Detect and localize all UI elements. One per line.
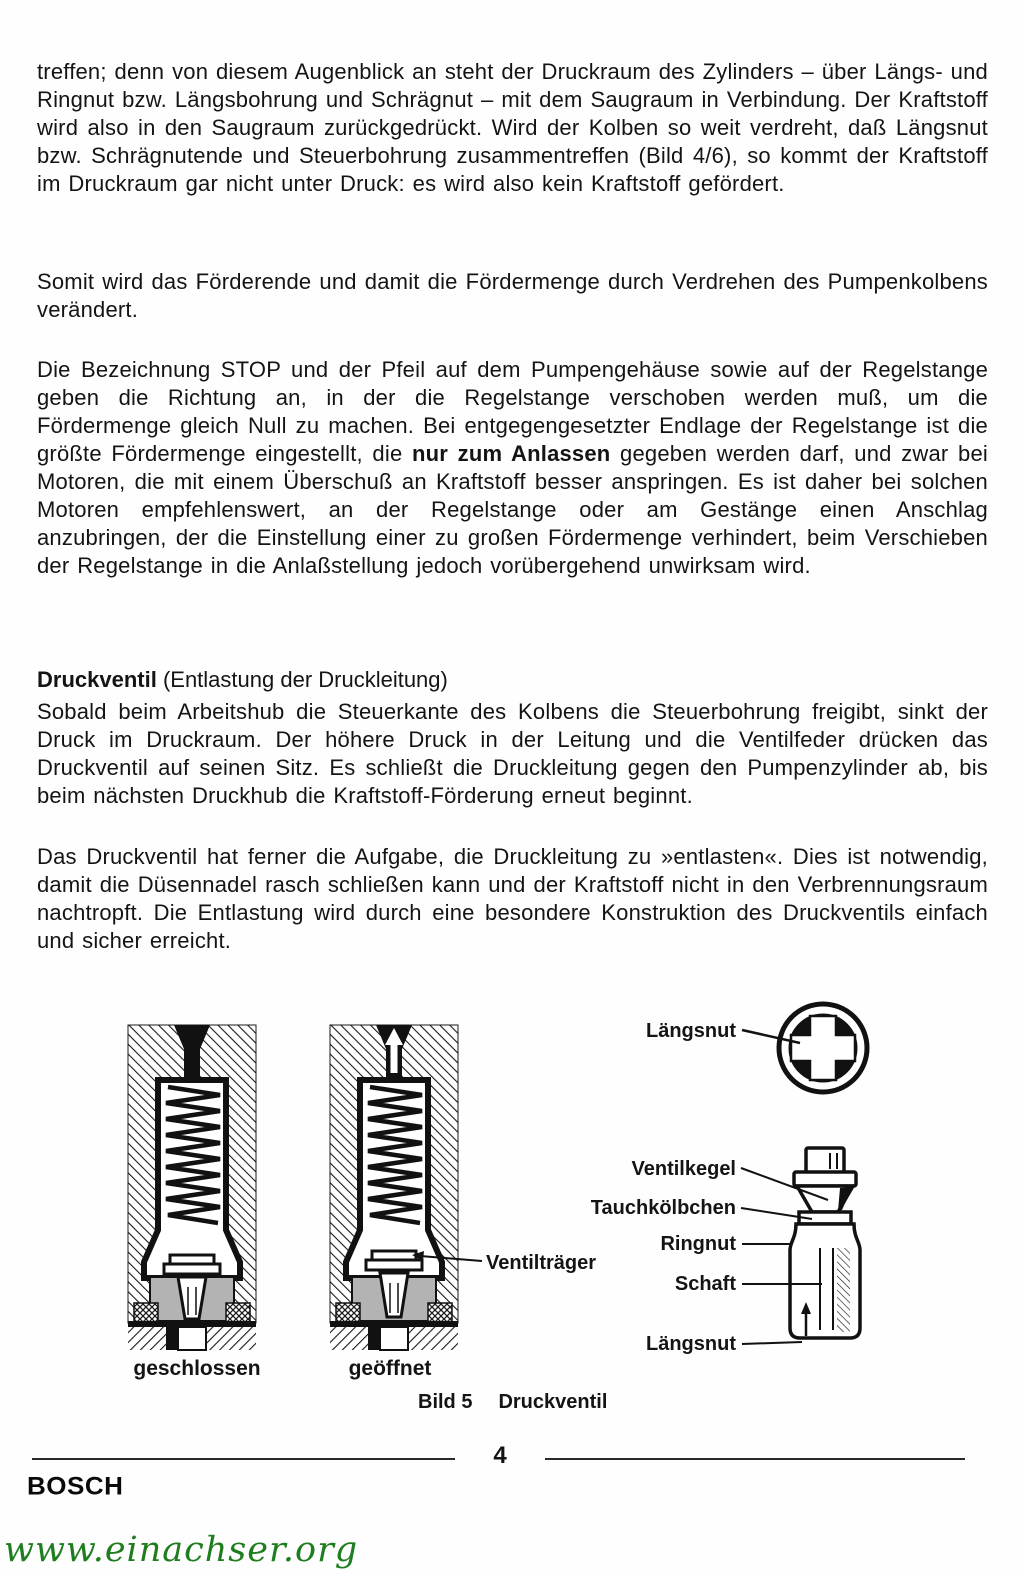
valve-side-view	[790, 1148, 860, 1338]
caption-closed: geschlossen	[133, 1357, 261, 1380]
label-ventilkegel: Ventilkegel	[631, 1158, 736, 1180]
paragraph-1: treffen; denn von diesem Augenblick an steht der Druckraum des Zylinders – über Längs- und Ringnut bzw. Längsbohrung und Schrägnut – mit dem Saugraum in Verbindung. Der Kraftstoff wird also in den Saugraum zurückgedrückt. Wird der Kolben so weit verdreht, daß Längsnut bzw. Schrägnutende und Steuerbohrung zusammentreffen (Bild 4/6), so kommt der Kraftstoff im Druckraum gar nicht unter Druck: es wird also kein Kraftstoff gefördert.	[37, 59, 988, 196]
watermark-url: www.einachser.org	[4, 1530, 359, 1570]
label-tauchkoelbchen: Tauchkölbchen	[590, 1197, 736, 1219]
section-heading	[37, 666, 988, 694]
paragraph-3-text-after: gegeben werden darf, und zwar bei Motoren, die mit einem Überschuß an Kraftstoff besser anspringen. Es ist daher bei solchen Motoren empfehlenswert, an der Regelstange oder am Gestänge einen Anschlag anzubringen, der die Einstellung einer zu großen Fördermenge verhindert, beim Verschieben der Regelstange in die Anlaßstellung jedoch vorübergehend unwirksam wird.	[37, 441, 988, 578]
paragraph-3-text: Die Bezeichnung STOP und der Pfeil auf dem Pumpengehäuse sowie auf der Regelstange geben die Richtung an, in der die Regelstange verschoben werden muß, um die Fördermenge gleich Null zu machen. Bei entgegengesetzter Endlage der Regelstange ist die größte Fördermenge eingestellt, die	[37, 357, 988, 466]
label-laengsnut-top: Längsnut	[646, 1020, 736, 1042]
label-ventiltraeger: Ventilträger	[486, 1252, 597, 1274]
caption-open: geöffnet	[348, 1357, 432, 1380]
piston-top-view	[779, 1004, 867, 1092]
paragraph-4: Sobald beim Arbeitshub die Steuerkante des Kolbens die Steuerbohrung freigibt, sinkt der Druck im Druckraum. Der höhere Druck in der Leitung und die Ventilfeder drücken das Druckventil auf seinen Sitz. Es schließt die Druckleitung gegen den Pumpenzylinder ab, bis beim nächsten Druckhub die Kraftstoff-Förderung erneut beginnt.	[37, 699, 988, 808]
leader-line-laengsnut-bottom	[742, 1342, 802, 1344]
figure-caption-label: Bild 5	[418, 1391, 473, 1413]
paragraph-3	[37, 356, 988, 580]
figure-caption	[418, 1391, 607, 1414]
figure-bild-5	[0, 998, 1024, 1390]
paragraph-5: Das Druckventil hat ferner die Aufgabe, die Druckleitung zu »entlasten«. Dies ist notwendig, damit die Düsennadel rasch schließen kann und der Kraftstoff nicht in den Verbrennungsraum nachtropft. Die Entlastung wird durch eine besondere Konstruktion des Druckventils einfach und sicher erreicht.	[37, 844, 988, 953]
diagram-valve-open	[330, 1025, 458, 1350]
diagram-valve-closed	[128, 1025, 256, 1350]
label-ringnut: Ringnut	[660, 1233, 736, 1255]
figure-caption-text: Druckventil	[498, 1391, 608, 1413]
paragraph-3-bold-phrase: nur zum Anlassen	[412, 441, 611, 466]
section-heading-term: Druckventil	[37, 667, 157, 692]
footer-rule-left	[32, 1458, 455, 1460]
footer-rule-right	[545, 1458, 965, 1460]
section-heading-subtitle: (Entlastung der Druckleitung)	[156, 667, 448, 692]
page-number: 4	[493, 1442, 507, 1469]
label-schaft: Schaft	[674, 1273, 736, 1295]
paragraph-2: Somit wird das Förderende und damit die Fördermenge durch Verdrehen des Pumpenkolbens verändert.	[37, 269, 988, 322]
bosch-logo: BOSCH	[27, 1471, 124, 1501]
label-laengsnut-bottom: Längsnut	[646, 1333, 736, 1355]
